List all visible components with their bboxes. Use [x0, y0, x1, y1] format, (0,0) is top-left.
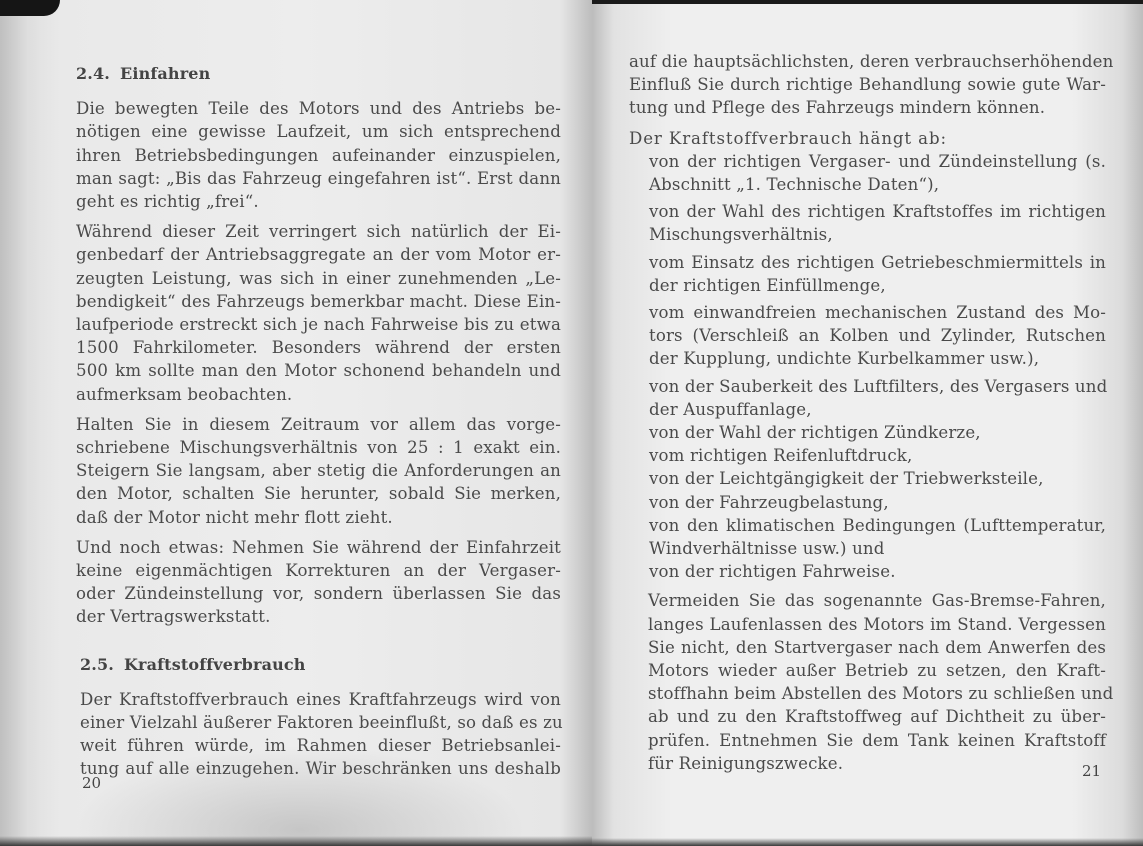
text-line: prüfen. Entnehmen Sie dem Tank keinen Kraftstoff — [648, 730, 1106, 750]
text-line: Sie nicht, den Startvergaser nach dem Anwerfen des — [648, 637, 1106, 657]
list-item — [629, 514, 1106, 560]
text-line: Abschnitt „1. Technische Daten“), — [649, 175, 940, 195]
page-bottom-edge — [592, 838, 1143, 846]
text-line: von der richtigen Fahrweise. — [649, 562, 896, 582]
text-line: vom richtigen Reifenluftdruck, — [649, 446, 913, 466]
section-heading-2-4 — [76, 62, 561, 85]
right-page — [592, 0, 1143, 846]
left-text-column — [76, 62, 561, 788]
text-line: für Reinigungszwecke. — [648, 753, 844, 773]
list-item — [629, 560, 1106, 583]
list-item — [629, 444, 1106, 467]
page-corner-shadow — [0, 0, 60, 16]
text-line: genbedarf der Antriebsaggregate an der vom Motor er- — [76, 245, 561, 265]
text-line: Motors wieder außer Betrieb zu setzen, den Kraft- — [648, 661, 1106, 681]
page-number: 21 — [1082, 762, 1102, 780]
text-line: der Kupplung, undichte Kurbelkammer usw.), — [649, 349, 1040, 369]
text-line: tung und Pflege des Fahrzeugs mindern können. — [629, 98, 1046, 118]
page-number: 20 — [82, 774, 102, 792]
text-line: der Auspuffanlage, — [649, 399, 812, 419]
factor-list — [629, 150, 1106, 584]
text-line: Halten Sie in diesem Zeitraum vor allem das vorge- — [76, 414, 561, 434]
page-bottom-edge — [0, 836, 592, 846]
text-line: von der Wahl des richtigen Kraftstoffes im richtigen — [649, 202, 1106, 222]
list-item — [629, 200, 1106, 246]
text-line: langes Laufenlassen des Motors im Stand. Vergessen — [648, 614, 1106, 634]
text-line: Einfluß Sie durch richtige Behandlung sowie gute War- — [629, 75, 1106, 95]
text-line: vom einwandfreien mechanischen Zustand des Mo- — [649, 303, 1106, 323]
closing-paragraph — [629, 589, 1114, 775]
list-item — [629, 375, 1106, 421]
text-line: den Motor, schalten Sie herunter, sobald Sie merken, — [76, 484, 561, 504]
text-line: weit führen würde, im Rahmen dieser Betriebsanlei- — [80, 736, 561, 756]
paragraph — [76, 413, 561, 529]
text-line: aufmerksam beobachten. — [76, 384, 293, 404]
text-line: Steigern Sie langsam, aber stetig die Anforderungen an — [76, 461, 561, 481]
text-line: Vermeiden Sie das sogenannte Gas-Bremse-Fahren, — [648, 591, 1106, 611]
list-item — [629, 301, 1106, 371]
text-line: schriebene Mischungsverhältnis von 25 : 1 exakt ein. — [76, 438, 561, 458]
text-line: von der Wahl der richtigen Zündkerze, — [649, 423, 981, 443]
text-line: Während dieser Zeit verringert sich natürlich der Ei- — [76, 222, 561, 242]
text-line: ab und zu den Kraftstoffweg auf Dichtheit zu über- — [648, 707, 1106, 727]
text-line: Die bewegten Teile des Motors und des Antriebs be- — [76, 99, 561, 119]
paragraph — [76, 220, 561, 406]
intro-paragraph — [629, 50, 1114, 120]
section-title: Einfahren — [120, 64, 211, 83]
section-title: Kraftstoffverbrauch — [124, 654, 306, 674]
page-edge-shadow — [0, 0, 40, 846]
paragraph — [76, 536, 561, 629]
text-line: tors (Verschleiß an Kolben und Zylinder, Rutschen — [649, 326, 1106, 346]
text-line: man sagt: „Bis das Fahrzeug eingefahren ist“. Erst dann — [76, 168, 561, 188]
list-item — [629, 491, 1106, 514]
text-line: von der richtigen Vergaser- und Zündeinstellung (s. — [649, 151, 1106, 171]
text-line: von den klimatischen Bedingungen (Lufttemperatur, — [649, 515, 1106, 535]
text-line: der Vertragswerkstatt. — [76, 607, 271, 627]
text-line: auf die hauptsächlichsten, deren verbrauchserhöhenden — [629, 52, 1114, 71]
text-line: geht es richtig „frei“. — [76, 192, 259, 212]
text-line: keine eigenmächtigen Korrekturen an der Vergaser- — [76, 561, 561, 581]
text-line: einer Vielzahl äußerer Faktoren beeinflußt, so daß es zu — [80, 713, 563, 733]
text-line: vom Einsatz des richtigen Getriebeschmiermittels in — [649, 252, 1106, 272]
list-item — [629, 421, 1106, 444]
text-line: zeugten Leistung, was sich in einer zunehmenden „Le- — [76, 268, 561, 288]
text-line: Mischungsverhältnis, — [649, 225, 833, 245]
text-line: stoffhahn beim Abstellen des Motors zu schließen und — [648, 684, 1114, 704]
text-line: von der Sauberkeit des Luftfilters, des Vergasers und — [649, 376, 1108, 396]
list-item — [629, 467, 1106, 490]
text-line: der richtigen Einfüllmenge, — [649, 275, 886, 295]
list-item — [629, 251, 1106, 297]
section-number: 2.5. — [80, 654, 115, 674]
text-line: ihren Betriebsbedingungen aufeinander einzuspielen, — [76, 145, 561, 165]
text-line: Und noch etwas: Nehmen Sie während der Einfahrzeit — [76, 537, 561, 557]
page-top-edge — [592, 0, 1143, 4]
text-line: daß der Motor nicht mehr flott zieht. — [76, 507, 393, 527]
text-line: von der Leichtgängigkeit der Triebwerksteile, — [649, 469, 1044, 489]
text-line: von der Fahrzeugbelastung, — [649, 492, 889, 512]
section-heading-2-5 — [76, 653, 561, 676]
list-lead: Der Kraftstoffverbrauch hängt ab: — [629, 128, 947, 148]
text-line: Der Kraftstoffverbrauch eines Kraftfahrzeugs wird von — [80, 689, 561, 709]
right-text-column — [629, 50, 1114, 782]
list-item — [629, 150, 1106, 196]
text-line: nötigen eine gewisse Laufzeit, um sich entsprechend — [76, 122, 561, 142]
section-number: 2.4. — [76, 64, 111, 83]
text-line: laufperiode erstreckt sich je nach Fahrweise bis zu etwa — [76, 315, 561, 335]
paragraph — [76, 688, 561, 781]
text-line: 1500 Fahrkilometer. Besonders während der ersten — [76, 338, 561, 358]
paragraph — [76, 97, 561, 213]
text-line: Windverhältnisse usw.) und — [649, 539, 885, 559]
text-line: bendigkeit“ des Fahrzeugs bemerkbar macht. Diese Ein- — [76, 291, 561, 311]
text-line: oder Zündeinstellung vor, sondern überlassen Sie das — [76, 584, 561, 604]
text-line: tung auf alle einzugehen. Wir beschränken uns deshalb — [80, 759, 561, 779]
text-line: 500 km sollte man den Motor schonend behandeln und — [76, 361, 561, 381]
